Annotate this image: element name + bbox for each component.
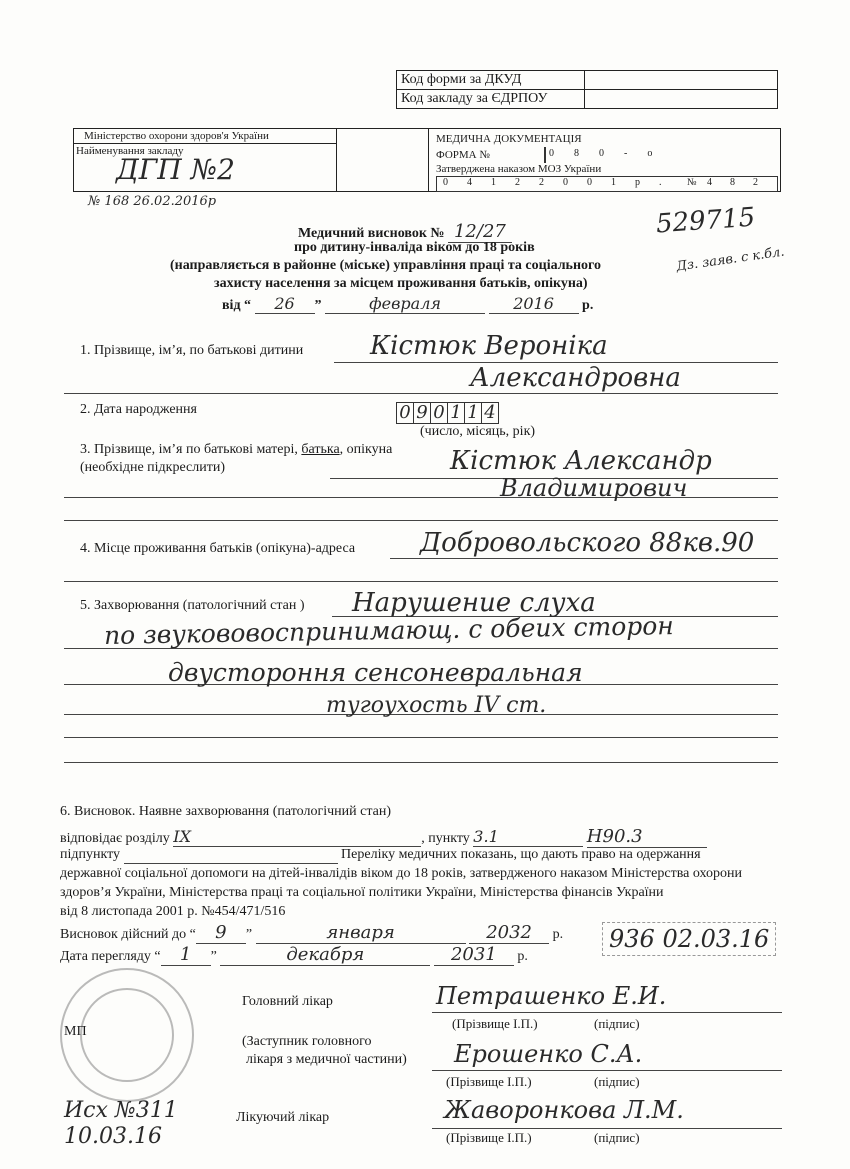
deputy-label-2: лікаря з медичної частини) bbox=[246, 1052, 407, 1067]
valid-year-suffix: р. bbox=[552, 927, 564, 942]
birth-date-box bbox=[396, 402, 499, 424]
doctor-sign-caption: (підпис) bbox=[594, 1130, 640, 1145]
subpunkt-label: підпункту bbox=[60, 847, 121, 862]
punkt-value: 3.1 bbox=[473, 827, 583, 847]
review-year-suffix: р. bbox=[517, 949, 528, 964]
treating-doctor-label: Лікуючий лікар bbox=[236, 1110, 330, 1125]
treating-doctor-name: Жаворонкова Л.М. bbox=[444, 1096, 684, 1124]
field1-label: 1. Прізвище, ім’я, по батькові дитини bbox=[80, 343, 304, 358]
field3-note: (необхідне підкреслити) bbox=[80, 460, 226, 475]
birth-digit: 1 bbox=[465, 403, 482, 423]
birth-digit: 0 bbox=[431, 403, 448, 423]
conclusion-line3 bbox=[60, 847, 701, 864]
chief-doctor-name: Петрашенко Е.И. bbox=[436, 982, 667, 1010]
title-line4: захисту населення за місцем проживання батьків, опікуна) bbox=[214, 276, 588, 291]
field4-label: 4. Місце проживання батьків (опікуна)-адреса bbox=[80, 541, 356, 556]
subpunkt-blank bbox=[124, 847, 338, 864]
date-year: 2016 bbox=[489, 294, 579, 314]
review-prefix: Дата перегляду “ bbox=[60, 949, 161, 964]
field3-label bbox=[80, 442, 392, 458]
title-line2: про дитину-інваліда віком до 18 років bbox=[294, 240, 535, 255]
header-box bbox=[73, 128, 781, 192]
date-month: февраля bbox=[325, 294, 485, 314]
disease-line-1: Нарушение слуха bbox=[352, 588, 596, 618]
punkt-label: , пункту bbox=[421, 831, 470, 846]
disease-line-2: по звукововоспринимающ. с обеих сторон bbox=[103, 611, 675, 650]
parent-name-1: Кістюк Александр bbox=[450, 446, 712, 476]
title-date: від “ 26 ” февраля 2016 р. bbox=[222, 294, 594, 313]
field2-note: (число, місяць, рік) bbox=[420, 424, 536, 439]
birth-digit: 1 bbox=[448, 403, 465, 423]
valid-prefix: Висновок дійсний до “ bbox=[60, 927, 196, 942]
ministry-label: Міністерство охорони здоров'я України bbox=[84, 130, 269, 142]
outgoing-date: 10.03.16 bbox=[64, 1124, 162, 1149]
conclusion-line5: здоров’я України, Міністерства праці та соціальної політики України, Міністерства фінансів України bbox=[60, 885, 664, 900]
doctor-name-caption: (Прізвище І.П.) bbox=[446, 1130, 532, 1145]
deputy-name-caption: (Прізвище І.П.) bbox=[446, 1074, 532, 1089]
corner-note: Дз. заяв. с к.бл. bbox=[675, 244, 786, 275]
seal-label: МП bbox=[64, 1024, 87, 1039]
diagnosis-code: Н90.3 bbox=[587, 826, 707, 848]
approved-label: Затверджена наказом МОЗ України bbox=[436, 163, 602, 175]
title-line1 bbox=[298, 221, 512, 242]
review-month: декабря bbox=[220, 944, 430, 966]
registration-note: № 168 26.02.2016р bbox=[88, 194, 217, 209]
deputy-label-1: (Заступник головного bbox=[242, 1034, 372, 1049]
review-day: 1 bbox=[161, 944, 211, 966]
conclusion-line4: державної соціальної допомоги на дітей-інвалідів віком до 18 років, затвердженого наказом Міністерства охорони bbox=[60, 866, 742, 881]
birth-digit: 4 bbox=[482, 403, 499, 423]
birth-digit: 9 bbox=[414, 403, 431, 423]
conclusion-line6: від 8 листопада 2001 р. №454/471/516 bbox=[60, 904, 286, 919]
child-name-1: Кістюк Вероніка bbox=[370, 331, 608, 361]
address-value: Добровольского 88кв.90 bbox=[420, 528, 755, 558]
chief-doctor-label: Головний лікар bbox=[242, 994, 333, 1009]
disease-line-4: тугоухость IV ст. bbox=[326, 693, 547, 718]
round-seal-inner bbox=[80, 988, 174, 1082]
razdel-label: відповідає розділу bbox=[60, 831, 170, 846]
title-line3: (направляється в районне (міське) управління праці та соціального bbox=[170, 258, 602, 273]
valid-year: 2032 bbox=[469, 922, 549, 944]
deputy-sign-caption: (підпис) bbox=[594, 1074, 640, 1089]
conclusion-number: 12/27 bbox=[448, 221, 512, 243]
perelik-text: Переліку медичних показань, що дають право на одержання bbox=[341, 847, 701, 862]
form-code-table bbox=[396, 70, 778, 109]
field3-label-a: 3. Прізвище, ім’я по батькові матері, bbox=[80, 442, 298, 457]
form-digits: 080-о bbox=[544, 147, 546, 163]
conclusion-line1: 6. Висновок. Наявне захворювання (патологічний стан) bbox=[60, 804, 391, 819]
razdel-value: IX bbox=[173, 827, 421, 847]
chief-name-caption: (Прізвище І.П.) bbox=[452, 1016, 538, 1031]
form-label: ФОРМА № bbox=[436, 149, 490, 161]
edrpou-label: Код закладу за ЄДРПОУ bbox=[397, 90, 585, 109]
deputy-name: Ерошенко С.А. bbox=[454, 1040, 643, 1068]
review-date: Дата перегляду “ 1 ” декабря 2031 р. bbox=[60, 944, 528, 965]
title-prefix: Медичний висновок № bbox=[298, 226, 445, 241]
disease-line-3: двустороння сенсоневральная bbox=[168, 658, 583, 687]
num-label: № bbox=[687, 177, 697, 188]
date-suffix: р. bbox=[582, 298, 594, 313]
order-digits: 04122001р. № 482 bbox=[436, 176, 778, 192]
valid-month: января bbox=[256, 922, 466, 944]
chief-sign-caption: (підпис) bbox=[594, 1016, 640, 1031]
field5-label: 5. Захворювання (патологічний стан ) bbox=[80, 598, 305, 613]
child-name-2: Александровна bbox=[470, 363, 681, 393]
date-prefix: від “ bbox=[222, 298, 252, 313]
field3-label-c: , опікуна bbox=[339, 442, 393, 457]
conclusion-line2 bbox=[60, 826, 772, 848]
corner-number: 529715 bbox=[655, 202, 757, 240]
valid-until: Висновок дійсний до “ 9 ” января 2032 р. bbox=[60, 922, 564, 943]
registration-stamp: 936 02.03.16 bbox=[602, 922, 776, 956]
review-year: 2031 bbox=[434, 944, 514, 966]
institution-label: Найменування закладу bbox=[76, 145, 184, 157]
med-doc-label: МЕДИЧНА ДОКУМЕНТАЦІЯ bbox=[436, 133, 582, 145]
date-day: 26 bbox=[255, 294, 315, 314]
institution-value: ДГП №2 bbox=[116, 153, 235, 186]
dkud-label: Код форми за ДКУД bbox=[397, 71, 585, 90]
outgoing-number: Исх №311 bbox=[64, 1098, 178, 1123]
field3-label-father: батька bbox=[301, 442, 340, 457]
valid-day: 9 bbox=[196, 922, 246, 944]
birth-digit: 0 bbox=[397, 403, 414, 423]
field2-label: 2. Дата народження bbox=[80, 402, 197, 417]
parent-name-2: Владимирович bbox=[500, 474, 688, 502]
